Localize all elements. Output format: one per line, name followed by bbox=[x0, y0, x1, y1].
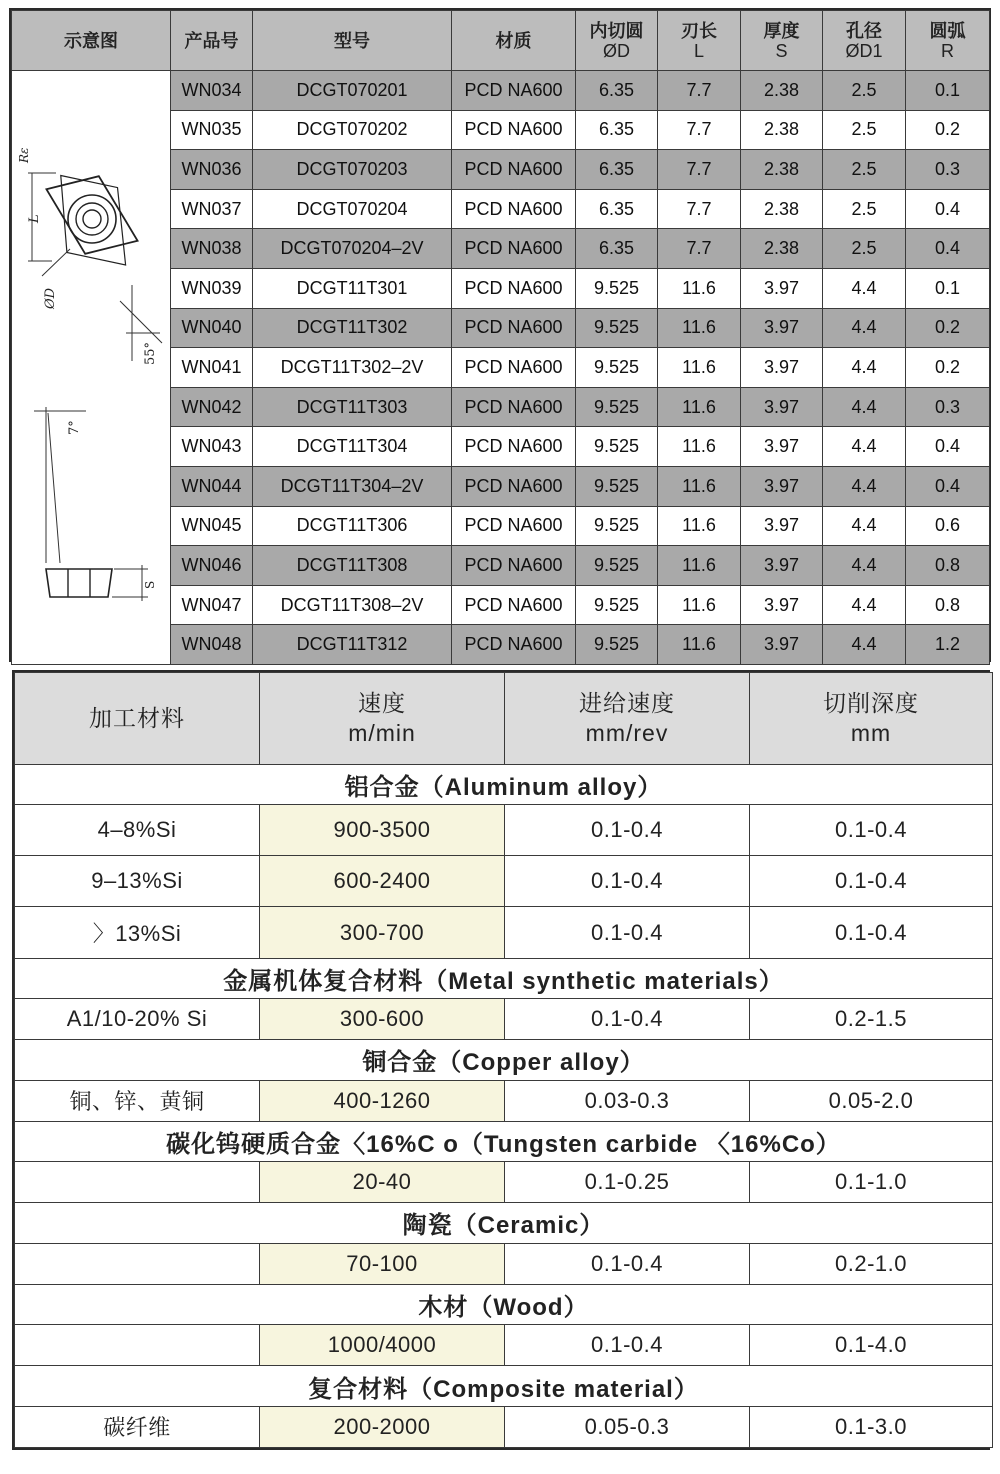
cell-r: 1.2 bbox=[906, 625, 990, 665]
cell-d1: 2.5 bbox=[823, 229, 906, 269]
table-row bbox=[15, 907, 993, 958]
cell-depth: 0.1-3.0 bbox=[750, 1406, 993, 1447]
cell-material: PCD NA600 bbox=[452, 387, 576, 427]
cell-r: 0.2 bbox=[906, 110, 990, 150]
cell-d1: 4.4 bbox=[823, 308, 906, 348]
cell-s: 3.97 bbox=[741, 387, 823, 427]
cell-d1: 4.4 bbox=[823, 387, 906, 427]
cell-model: DCGT070201 bbox=[253, 71, 452, 111]
cell-l: 7.7 bbox=[658, 110, 741, 150]
category-row bbox=[15, 1366, 993, 1406]
cell-code: WN043 bbox=[171, 427, 253, 467]
cell-model: DCGT11T302–2V bbox=[253, 348, 452, 388]
cell-l: 7.7 bbox=[658, 189, 741, 229]
cell-r: 0.3 bbox=[906, 150, 990, 190]
cell-r: 0.1 bbox=[906, 71, 990, 111]
cell-d: 9.525 bbox=[576, 308, 658, 348]
table-row bbox=[15, 804, 993, 855]
header-depth: 切削深度 mm bbox=[750, 673, 993, 765]
cell-s: 3.97 bbox=[741, 625, 823, 665]
header-speed: 速度 m/min bbox=[260, 673, 505, 765]
cell-work-material: 4–8%Si bbox=[15, 804, 260, 855]
cell-r: 0.8 bbox=[906, 585, 990, 625]
cell-feed: 0.1-0.25 bbox=[505, 1162, 750, 1203]
cell-code: WN037 bbox=[171, 189, 253, 229]
category-title: 陶瓷（Ceramic） bbox=[15, 1203, 993, 1243]
cell-material: PCD NA600 bbox=[452, 625, 576, 665]
cell-model: DCGT070204 bbox=[253, 189, 452, 229]
cell-code: WN040 bbox=[171, 308, 253, 348]
category-row bbox=[15, 958, 993, 998]
header-diagram: 示意图 bbox=[12, 11, 171, 71]
label-s: S bbox=[143, 580, 157, 589]
cell-material: PCD NA600 bbox=[452, 229, 576, 269]
cell-d1: 4.4 bbox=[823, 268, 906, 308]
cell-l: 7.7 bbox=[658, 229, 741, 269]
cell-d1: 2.5 bbox=[823, 150, 906, 190]
category-title: 复合材料（Composite material） bbox=[15, 1366, 993, 1406]
cell-code: WN038 bbox=[171, 229, 253, 269]
category-row bbox=[15, 764, 993, 804]
category-row bbox=[15, 1040, 993, 1080]
cell-code: WN041 bbox=[171, 348, 253, 388]
cell-s: 2.38 bbox=[741, 229, 823, 269]
cell-d: 9.525 bbox=[576, 387, 658, 427]
header-thickness: 厚度 S bbox=[741, 11, 823, 71]
label-angle-55: 55° bbox=[143, 341, 158, 365]
cell-r: 0.8 bbox=[906, 546, 990, 586]
label-od: ØD bbox=[43, 287, 58, 309]
cell-r: 0.3 bbox=[906, 387, 990, 427]
header-hole-diameter: 孔径 ØD1 bbox=[823, 11, 906, 71]
cell-d: 9.525 bbox=[576, 546, 658, 586]
cell-d1: 4.4 bbox=[823, 546, 906, 586]
cell-d1: 4.4 bbox=[823, 348, 906, 388]
cell-code: WN042 bbox=[171, 387, 253, 427]
table-row bbox=[15, 1243, 993, 1284]
cell-s: 3.97 bbox=[741, 268, 823, 308]
cell-feed: 0.1-0.4 bbox=[505, 1243, 750, 1284]
cutting-params-table bbox=[14, 672, 993, 1448]
cell-speed: 400-1260 bbox=[260, 1080, 505, 1121]
cell-s: 2.38 bbox=[741, 189, 823, 229]
category-row bbox=[15, 1284, 993, 1324]
cell-material: PCD NA600 bbox=[452, 268, 576, 308]
cell-model: DCGT11T302 bbox=[253, 308, 452, 348]
cell-speed: 600-2400 bbox=[260, 856, 505, 907]
cell-code: WN035 bbox=[171, 110, 253, 150]
cell-speed: 300-700 bbox=[260, 907, 505, 958]
cell-code: WN036 bbox=[171, 150, 253, 190]
cell-s: 2.38 bbox=[741, 71, 823, 111]
params-body bbox=[15, 673, 993, 1448]
cell-depth: 0.2-1.0 bbox=[750, 1243, 993, 1284]
cell-material: PCD NA600 bbox=[452, 466, 576, 506]
table-row bbox=[15, 999, 993, 1040]
table-row bbox=[15, 1162, 993, 1203]
cell-depth: 0.1-0.4 bbox=[750, 856, 993, 907]
table-row bbox=[15, 1406, 993, 1447]
cell-work-material: A1/10-20% Si bbox=[15, 999, 260, 1040]
category-row bbox=[15, 1121, 993, 1161]
insert-drawing-icon bbox=[12, 71, 168, 646]
cell-material: PCD NA600 bbox=[452, 585, 576, 625]
cell-s: 3.97 bbox=[741, 546, 823, 586]
cell-code: WN034 bbox=[171, 71, 253, 111]
cell-code: WN044 bbox=[171, 466, 253, 506]
cell-l: 11.6 bbox=[658, 625, 741, 665]
cell-d1: 4.4 bbox=[823, 625, 906, 665]
category-title: 木材（Wood） bbox=[15, 1284, 993, 1324]
cell-depth: 0.1-0.4 bbox=[750, 907, 993, 958]
cell-code: WN039 bbox=[171, 268, 253, 308]
cell-l: 11.6 bbox=[658, 466, 741, 506]
cell-l: 11.6 bbox=[658, 348, 741, 388]
cell-material: PCD NA600 bbox=[452, 308, 576, 348]
cell-d1: 4.4 bbox=[823, 585, 906, 625]
category-title: 铝合金（Aluminum alloy） bbox=[15, 764, 993, 804]
cell-s: 2.38 bbox=[741, 110, 823, 150]
cell-d: 9.525 bbox=[576, 348, 658, 388]
cell-work-material: 9–13%Si bbox=[15, 856, 260, 907]
table-row bbox=[15, 1080, 993, 1121]
cell-model: DCGT11T304 bbox=[253, 427, 452, 467]
cell-model: DCGT070202 bbox=[253, 110, 452, 150]
cell-code: WN046 bbox=[171, 546, 253, 586]
header-feed: 进给速度 mm/rev bbox=[505, 673, 750, 765]
cell-r: 0.4 bbox=[906, 427, 990, 467]
category-title: 铜合金（Copper alloy） bbox=[15, 1040, 993, 1080]
cell-work-material: 铜、锌、黄铜 bbox=[15, 1080, 260, 1121]
table-row bbox=[12, 71, 990, 111]
cell-model: DCGT070204–2V bbox=[253, 229, 452, 269]
header-model: 型号 bbox=[253, 11, 452, 71]
cell-l: 11.6 bbox=[658, 506, 741, 546]
header-material: 材质 bbox=[452, 11, 576, 71]
cell-model: DCGT11T303 bbox=[253, 387, 452, 427]
cell-model: DCGT11T306 bbox=[253, 506, 452, 546]
cell-material: PCD NA600 bbox=[452, 110, 576, 150]
cell-feed: 0.03-0.3 bbox=[505, 1080, 750, 1121]
cell-l: 11.6 bbox=[658, 546, 741, 586]
cell-work-material: 碳纤维 bbox=[15, 1406, 260, 1447]
cell-model: DCGT11T308–2V bbox=[253, 585, 452, 625]
cell-material: PCD NA600 bbox=[452, 546, 576, 586]
cell-d1: 4.4 bbox=[823, 427, 906, 467]
table-row bbox=[15, 1325, 993, 1366]
cell-d: 6.35 bbox=[576, 189, 658, 229]
cell-work-material bbox=[15, 1325, 260, 1366]
cell-material: PCD NA600 bbox=[452, 427, 576, 467]
cell-feed: 0.1-0.4 bbox=[505, 856, 750, 907]
cell-material: PCD NA600 bbox=[452, 71, 576, 111]
cell-s: 2.38 bbox=[741, 150, 823, 190]
header-inscribed-diameter: 内切圆 ØD bbox=[576, 11, 658, 71]
cell-l: 11.6 bbox=[658, 268, 741, 308]
cell-speed: 20-40 bbox=[260, 1162, 505, 1203]
cell-r: 0.1 bbox=[906, 268, 990, 308]
cell-s: 3.97 bbox=[741, 427, 823, 467]
cell-r: 0.4 bbox=[906, 189, 990, 229]
cell-code: WN048 bbox=[171, 625, 253, 665]
cell-speed: 1000/4000 bbox=[260, 1325, 505, 1366]
params-header-row bbox=[15, 673, 993, 765]
header-code: 产品号 bbox=[171, 11, 253, 71]
cell-code: WN045 bbox=[171, 506, 253, 546]
cell-d1: 2.5 bbox=[823, 110, 906, 150]
cell-depth: 0.1-4.0 bbox=[750, 1325, 993, 1366]
cell-model: DCGT11T312 bbox=[253, 625, 452, 665]
cell-d1: 2.5 bbox=[823, 189, 906, 229]
label-angle-7: 7° bbox=[67, 420, 82, 435]
cell-material: PCD NA600 bbox=[452, 506, 576, 546]
cell-material: PCD NA600 bbox=[452, 348, 576, 388]
header-corner-radius: 圆弧 R bbox=[906, 11, 990, 71]
cell-r: 0.2 bbox=[906, 348, 990, 388]
cell-l: 11.6 bbox=[658, 387, 741, 427]
insert-spec-table bbox=[11, 10, 990, 665]
cell-s: 3.97 bbox=[741, 308, 823, 348]
cell-d: 9.525 bbox=[576, 268, 658, 308]
cell-s: 3.97 bbox=[741, 466, 823, 506]
insert-diagram bbox=[12, 71, 171, 665]
cell-model: DCGT11T308 bbox=[253, 546, 452, 586]
cutting-params-table-frame bbox=[12, 670, 990, 1450]
cell-r: 0.4 bbox=[906, 229, 990, 269]
cell-feed: 0.1-0.4 bbox=[505, 907, 750, 958]
cell-d: 6.35 bbox=[576, 71, 658, 111]
cell-d: 6.35 bbox=[576, 110, 658, 150]
cell-d1: 2.5 bbox=[823, 71, 906, 111]
cell-s: 3.97 bbox=[741, 348, 823, 388]
category-title: 金属机体复合材料（Metal synthetic materials） bbox=[15, 958, 993, 998]
cell-l: 7.7 bbox=[658, 150, 741, 190]
cell-depth: 0.1-1.0 bbox=[750, 1162, 993, 1203]
cell-feed: 0.1-0.4 bbox=[505, 804, 750, 855]
cell-r: 0.6 bbox=[906, 506, 990, 546]
cell-s: 3.97 bbox=[741, 506, 823, 546]
header-work-material: 加工材料 bbox=[15, 673, 260, 765]
cell-code: WN047 bbox=[171, 585, 253, 625]
insert-spec-table-frame bbox=[9, 8, 991, 662]
cell-d1: 4.4 bbox=[823, 506, 906, 546]
spec-body bbox=[12, 71, 990, 665]
cell-r: 0.4 bbox=[906, 466, 990, 506]
cell-d: 9.525 bbox=[576, 506, 658, 546]
cell-material: PCD NA600 bbox=[452, 189, 576, 229]
label-re: Rε bbox=[17, 147, 31, 163]
category-title: 碳化钨硬质合金〈16%C o（Tungsten carbide 〈16%Co） bbox=[15, 1121, 993, 1161]
cell-d: 9.525 bbox=[576, 585, 658, 625]
category-row bbox=[15, 1203, 993, 1243]
cell-speed: 300-600 bbox=[260, 999, 505, 1040]
cell-model: DCGT11T301 bbox=[253, 268, 452, 308]
cell-l: 11.6 bbox=[658, 427, 741, 467]
cell-l: 11.6 bbox=[658, 585, 741, 625]
cell-depth: 0.1-0.4 bbox=[750, 804, 993, 855]
cell-work-material: 〉13%Si bbox=[15, 907, 260, 958]
cell-work-material bbox=[15, 1243, 260, 1284]
cell-l: 7.7 bbox=[658, 71, 741, 111]
cell-speed: 200-2000 bbox=[260, 1406, 505, 1447]
cell-r: 0.2 bbox=[906, 308, 990, 348]
cell-model: DCGT11T304–2V bbox=[253, 466, 452, 506]
cell-feed: 0.05-0.3 bbox=[505, 1406, 750, 1447]
cell-depth: 0.05-2.0 bbox=[750, 1080, 993, 1121]
cell-d: 6.35 bbox=[576, 229, 658, 269]
cell-d: 6.35 bbox=[576, 150, 658, 190]
cell-d1: 4.4 bbox=[823, 466, 906, 506]
spec-header-row bbox=[12, 11, 990, 71]
cell-d: 9.525 bbox=[576, 466, 658, 506]
cell-work-material bbox=[15, 1162, 260, 1203]
cell-d: 9.525 bbox=[576, 625, 658, 665]
cell-s: 3.97 bbox=[741, 585, 823, 625]
table-row bbox=[15, 856, 993, 907]
cell-speed: 900-3500 bbox=[260, 804, 505, 855]
cell-depth: 0.2-1.5 bbox=[750, 999, 993, 1040]
cell-l: 11.6 bbox=[658, 308, 741, 348]
label-l: L bbox=[27, 214, 42, 223]
cell-material: PCD NA600 bbox=[452, 150, 576, 190]
cell-speed: 70-100 bbox=[260, 1243, 505, 1284]
cell-model: DCGT070203 bbox=[253, 150, 452, 190]
header-edge-length: 刃长 L bbox=[658, 11, 741, 71]
cell-feed: 0.1-0.4 bbox=[505, 1325, 750, 1366]
cell-d: 9.525 bbox=[576, 427, 658, 467]
cell-feed: 0.1-0.4 bbox=[505, 999, 750, 1040]
